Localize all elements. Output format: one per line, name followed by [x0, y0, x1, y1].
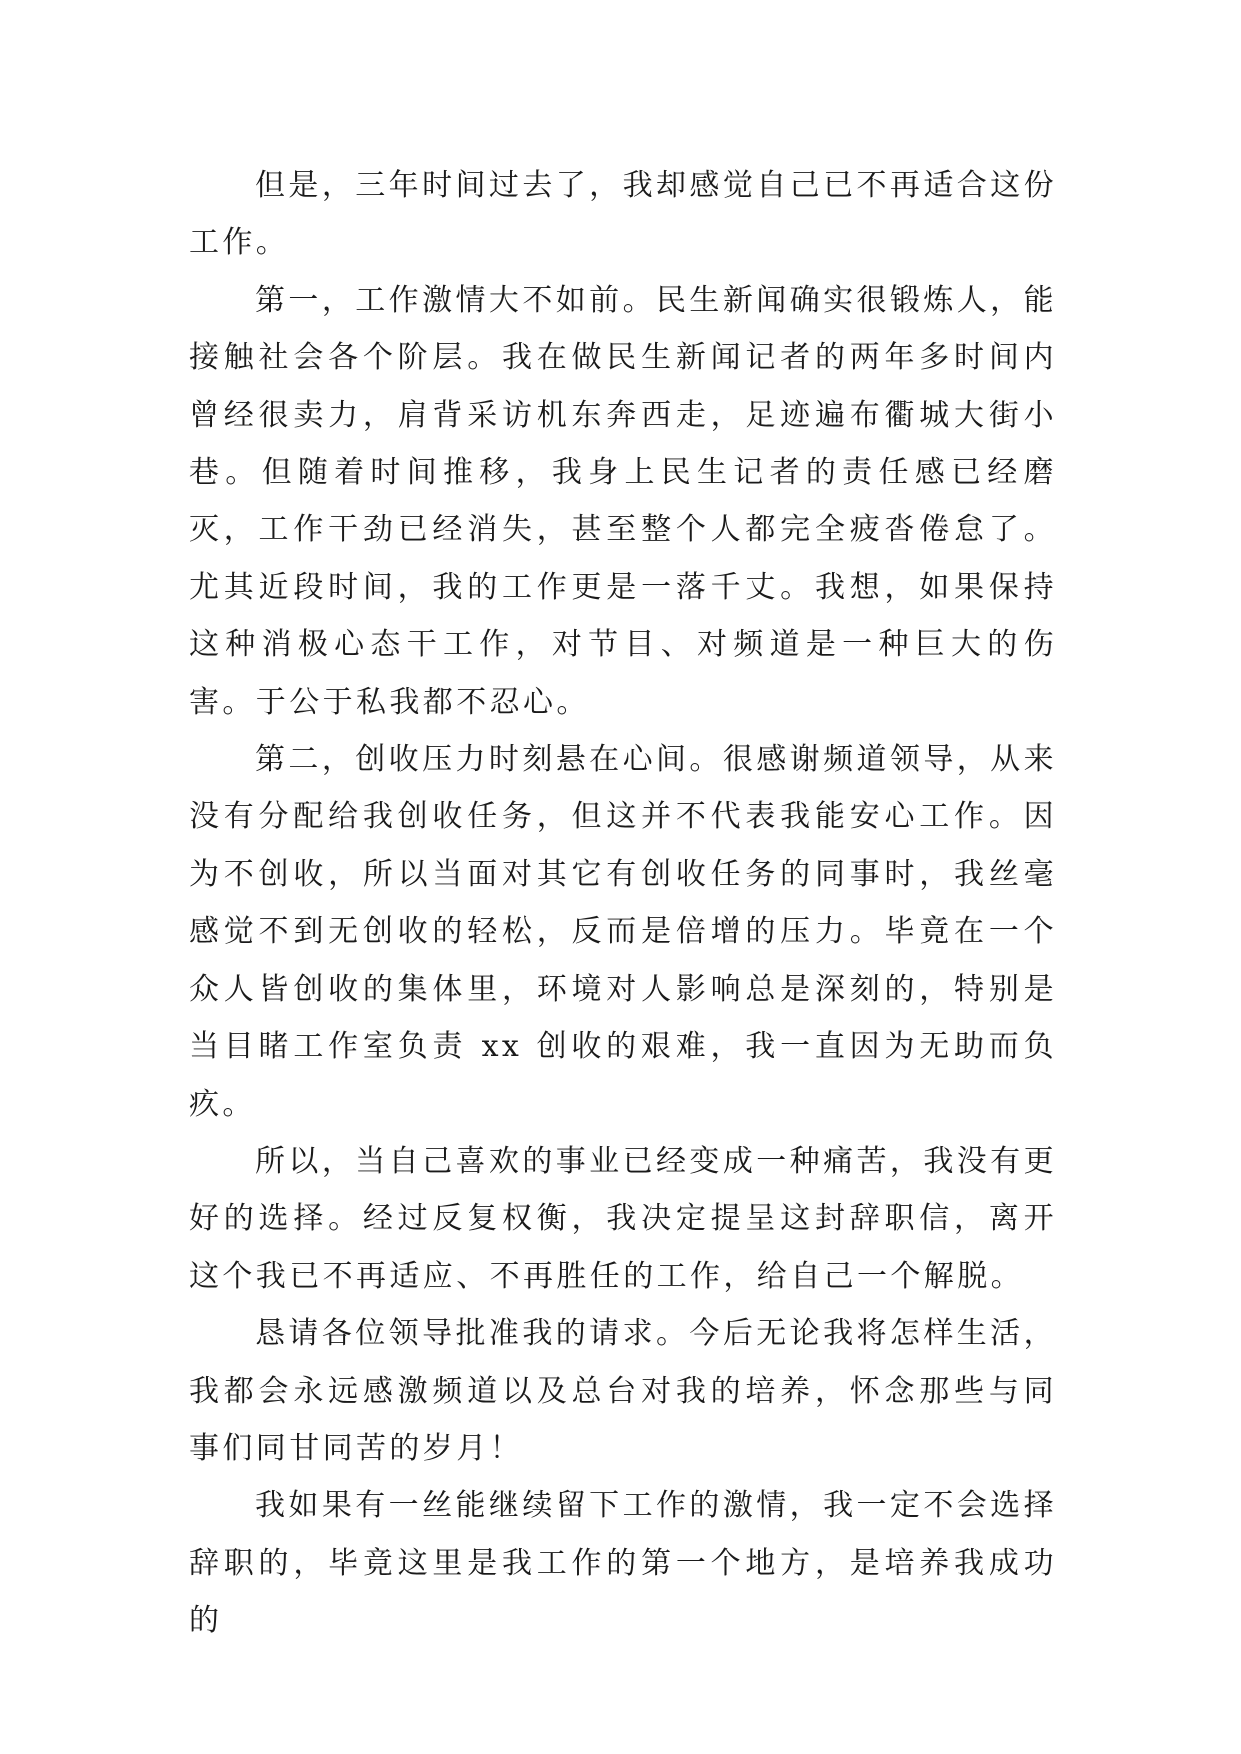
paragraph: 但是，三年时间过去了，我却感觉自己已不再适合这份工作。 [189, 168, 1057, 261]
paragraph: 第一，工作激情大不如前。民生新闻确实很锻炼人，能接触社会各个阶层。我在做民生新闻记者的两年多时间内曾经很卖力，肩背采访机东奔西走，足迹遍布衢城大街小巷。但随着时间推移，我身上民生记者的责任感已经磨灭，工作干劲已经消失，甚至整个人都完全疲沓倦怠了。尤其近段时间，我的工作更是一落千丈。我想，如果保持这种消极心态干工作，对节目、对频道是一种巨大的伤害。于公于私我都不忍心。 [189, 282, 1057, 720]
paragraph: 恳请各位领导批准我的请求。今后无论我将怎样生活，我都会永远感激频道以及总台对我的培养，怀念那些与同事们同甘同苦的岁月！ [189, 1316, 1057, 1466]
paragraph: 所以，当自己喜欢的事业已经变成一种痛苦，我没有更好的选择。经过反复权衡，我决定提呈这封辞职信，离开这个我已不再适应、不再胜任的工作，给自己一个解脱。 [189, 1143, 1057, 1294]
paragraph: 我如果有一丝能继续留下工作的激情，我一定不会选择辞职的，毕竟这里是我工作的第一个地方，是培养我成功的 [189, 1488, 1057, 1639]
document-body [189, 157, 1057, 1650]
paragraph: 第二，创收压力时刻悬在心间。很感谢频道领导，从来没有分配给我创收任务，但这并不代表我能安心工作。因为不创收，所以当面对其它有创收任务的同事时，我丝毫感觉不到无创收的轻松，反而是倍增的压力。毕竟在一个众人皆创收的集体里，环境对人影响总是深刻的，特别是当目睹工作室负责 xx 创收的艰难，我一直因为无助而负疚。 [189, 742, 1057, 1122]
